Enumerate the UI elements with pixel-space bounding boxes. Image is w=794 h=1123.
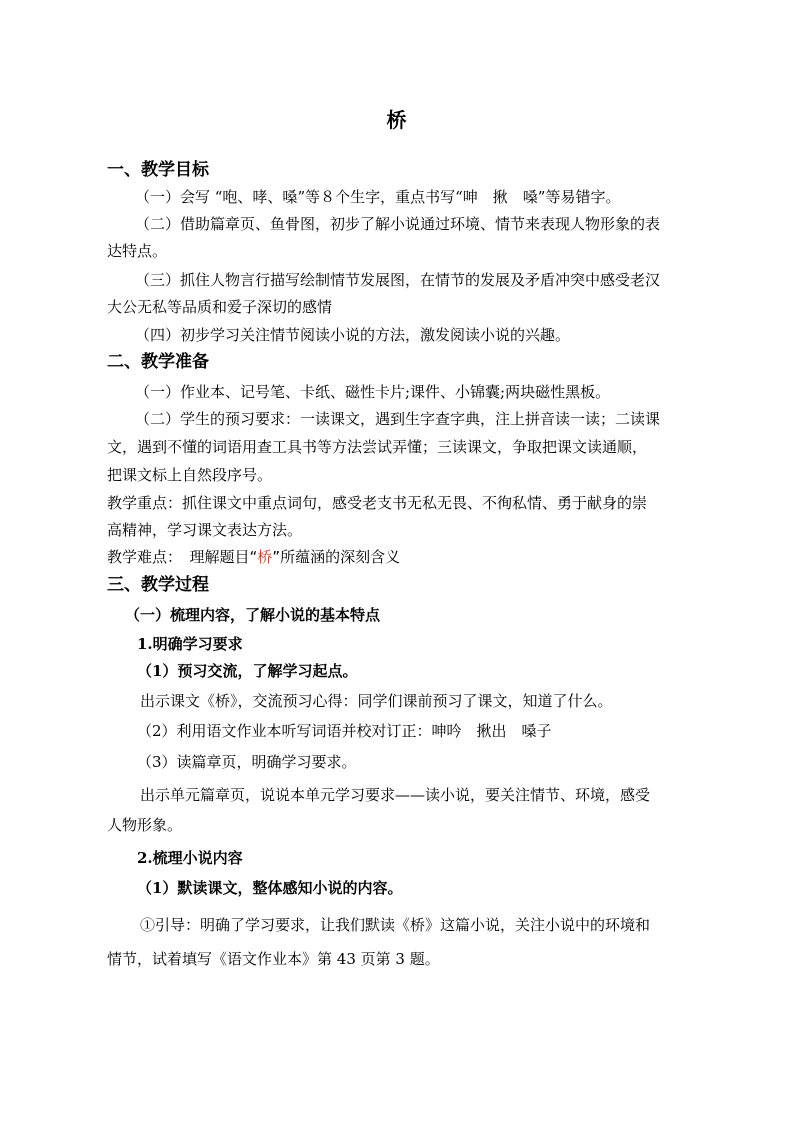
goal-2-line-1: （二）借助篇章页、鱼骨图，初步了解小说通过环境、情节来表现人物形象的表 xyxy=(135,215,661,233)
process-item-2: 2.梳理小说内容 xyxy=(137,849,243,867)
process-text-1: 出示课文《桥》，交流预习心得：同学们课前预习了课文，知道了什么。 xyxy=(140,692,613,710)
section-heading-process: 三、教学过程 xyxy=(107,575,209,595)
document-title: 桥 xyxy=(386,108,408,132)
difficulty-suffix: ”所蕴涵的深刻含义 xyxy=(272,548,401,566)
process-text-2-line-1: 出示单元篇章页，说说本单元学习要求——读小说，要关注情节、环境，感受 xyxy=(140,786,651,804)
goal-3-line-1: （三）抓住人物言行描写绘制情节发展图，在情节的发展及矛盾冲突中感受老汉 xyxy=(135,271,661,289)
process-subheading-1: （一）梳理内容，了解小说的基本特点 xyxy=(125,606,381,624)
process-text-2-line-2: 人物形象。 xyxy=(107,816,183,834)
goal-2-line-2: 达特点。 xyxy=(107,242,168,260)
prep-1: （一）作业本、记号笔、卡纸、磁性卡片;课件、小锦囊;两块磁性黑板。 xyxy=(135,383,611,401)
section-heading-prep: 二、教学准备 xyxy=(107,352,209,372)
section-heading-goals: 一、教学目标 xyxy=(107,160,209,180)
process-item-1: 1.明确学习要求 xyxy=(137,635,243,653)
prep-2-line-1: （二）学生的预习要求：一读课文，遇到生字查字典，注上拼音读一读；二读课 xyxy=(135,410,661,428)
goal-1: （一）会写 “咆、哮、嗓”等８个生字，重点书写“呻 揪 嗓”等易错字。 xyxy=(135,188,621,206)
process-q1: （1）预习交流，了解学习起点。 xyxy=(137,662,358,680)
goal-3-line-2: 大公无私等品质和爱子深切的感情 xyxy=(107,298,333,316)
process-q4: （1）默读课文，整体感知小说的内容。 xyxy=(137,879,403,897)
difficulty-keyword: 桥 xyxy=(257,548,273,566)
key-point-line-1: 教学重点：抓住课文中重点词句，感受老支书无私无畏、不徇私情、勇于献身的崇 xyxy=(107,494,648,512)
prep-2-line-2: 文，遇到不懂的词语用查工具书等方法尝试弄懂；三读课文，争取把课文读通顺， xyxy=(107,438,648,456)
prep-2-line-3: 把课文标上自然段序号。 xyxy=(107,466,273,484)
key-point-line-2: 高精神，学习课文表达方法。 xyxy=(107,521,303,539)
process-text-3-line-1: ①引导：明确了学习要求，让我们默读《桥》这篇小说，关注小说中的环境和 xyxy=(140,916,651,934)
goal-4: （四）初步学习关注情节阅读小说的方法，激发阅读小说的兴趣。 xyxy=(135,326,571,344)
process-text-3-line-2: 情节，试着填写《语文作业本》第 43 页第 3 题。 xyxy=(107,950,440,968)
difficulty-prefix: 教学难点： 理解题目“ xyxy=(107,548,258,566)
difficulty-point xyxy=(107,547,400,567)
process-q3: （3）读篇章页，明确学习要求。 xyxy=(137,753,357,771)
process-q2: （2）利用语文作业本听写词语并校对订正：呻吟 揪出 嗓子 xyxy=(137,722,552,740)
